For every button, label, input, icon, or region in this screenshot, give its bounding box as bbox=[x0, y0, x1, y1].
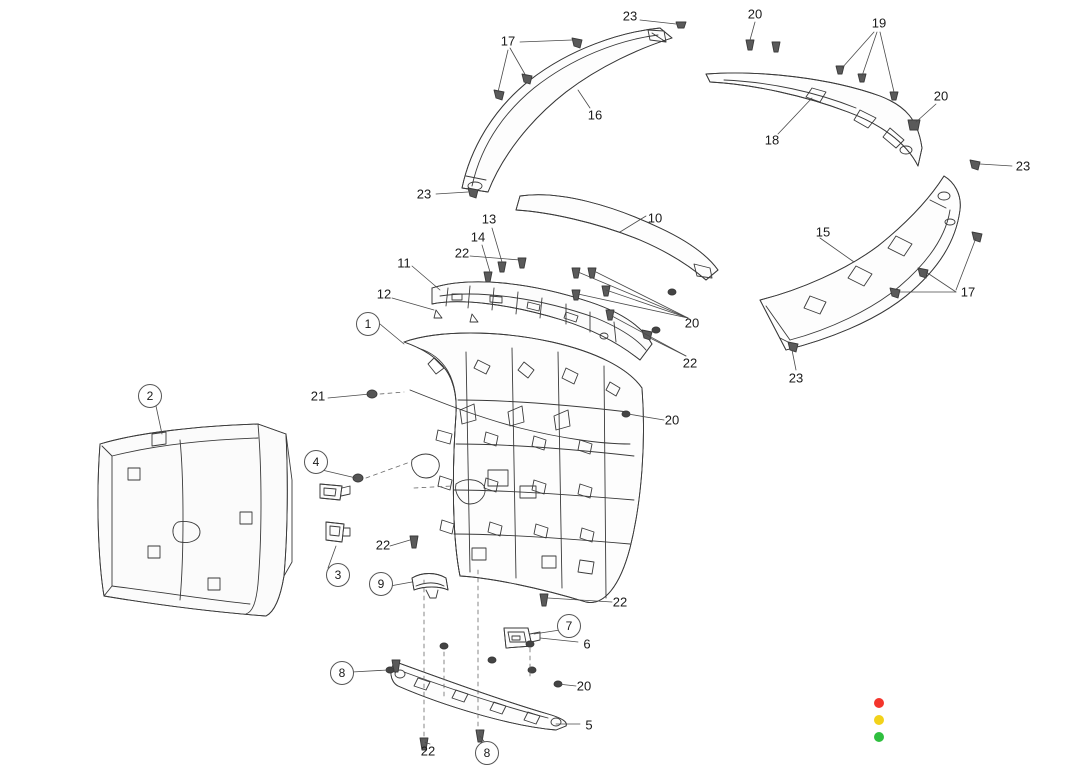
callout-17-b: 17 bbox=[960, 284, 976, 300]
callout-20-c: 20 bbox=[684, 315, 700, 331]
part-5-lower-sill-trim bbox=[391, 662, 566, 730]
status-dot-red bbox=[874, 698, 884, 708]
callout-22-c: 22 bbox=[375, 537, 391, 553]
status-dot-green bbox=[874, 732, 884, 742]
callout-3: 3 bbox=[326, 563, 350, 587]
callout-14: 14 bbox=[470, 229, 486, 245]
callout-20-a: 20 bbox=[747, 6, 763, 22]
status-legend bbox=[874, 698, 884, 742]
callout-22-e: 22 bbox=[420, 743, 436, 759]
callout-22-d: 22 bbox=[612, 594, 628, 610]
callout-5: 5 bbox=[585, 717, 593, 733]
callout-1: 1 bbox=[356, 312, 380, 336]
callout-8-b: 8 bbox=[475, 741, 499, 765]
callout-18: 18 bbox=[764, 132, 780, 148]
callout-22-a: 22 bbox=[454, 245, 470, 261]
part-7-latch-cover bbox=[504, 628, 540, 648]
callout-8-a: 8 bbox=[330, 661, 354, 685]
callout-17-a: 17 bbox=[500, 33, 516, 49]
part-2-insulation-panel bbox=[98, 424, 292, 616]
part-9-bracket bbox=[412, 574, 448, 599]
part-15-pillar-trim bbox=[760, 176, 960, 350]
callout-7: 7 bbox=[557, 614, 581, 638]
callout-2: 2 bbox=[138, 384, 162, 408]
callout-23-d: 23 bbox=[788, 370, 804, 386]
callout-19: 19 bbox=[871, 15, 887, 31]
callout-21: 21 bbox=[310, 388, 326, 404]
part-1-tailgate-trim-panel bbox=[404, 333, 644, 603]
callout-22-b: 22 bbox=[682, 355, 698, 371]
callout-23-c: 23 bbox=[416, 186, 432, 202]
part-3-clip bbox=[326, 522, 350, 542]
part-10-center-trim bbox=[516, 195, 718, 280]
callout-15: 15 bbox=[815, 224, 831, 240]
callout-11: 11 bbox=[397, 255, 411, 271]
part-18-upper-right-trim bbox=[706, 73, 922, 166]
part-16-upper-left-trim bbox=[462, 28, 672, 192]
callout-20-e: 20 bbox=[576, 678, 592, 694]
status-dot-yellow bbox=[874, 715, 884, 725]
part-4-clip bbox=[320, 484, 350, 500]
callout-20-d: 20 bbox=[664, 412, 680, 428]
callout-9: 9 bbox=[369, 572, 393, 596]
callout-10: 10 bbox=[647, 210, 663, 226]
callout-20-b: 20 bbox=[933, 88, 949, 104]
callout-6: 6 bbox=[583, 636, 591, 652]
callout-16: 16 bbox=[587, 107, 603, 123]
callout-12: 12 bbox=[376, 286, 392, 302]
callout-13: 13 bbox=[481, 211, 497, 227]
callout-23-a: 23 bbox=[622, 8, 638, 24]
callout-23-b: 23 bbox=[1015, 158, 1031, 174]
callout-4: 4 bbox=[304, 450, 328, 474]
